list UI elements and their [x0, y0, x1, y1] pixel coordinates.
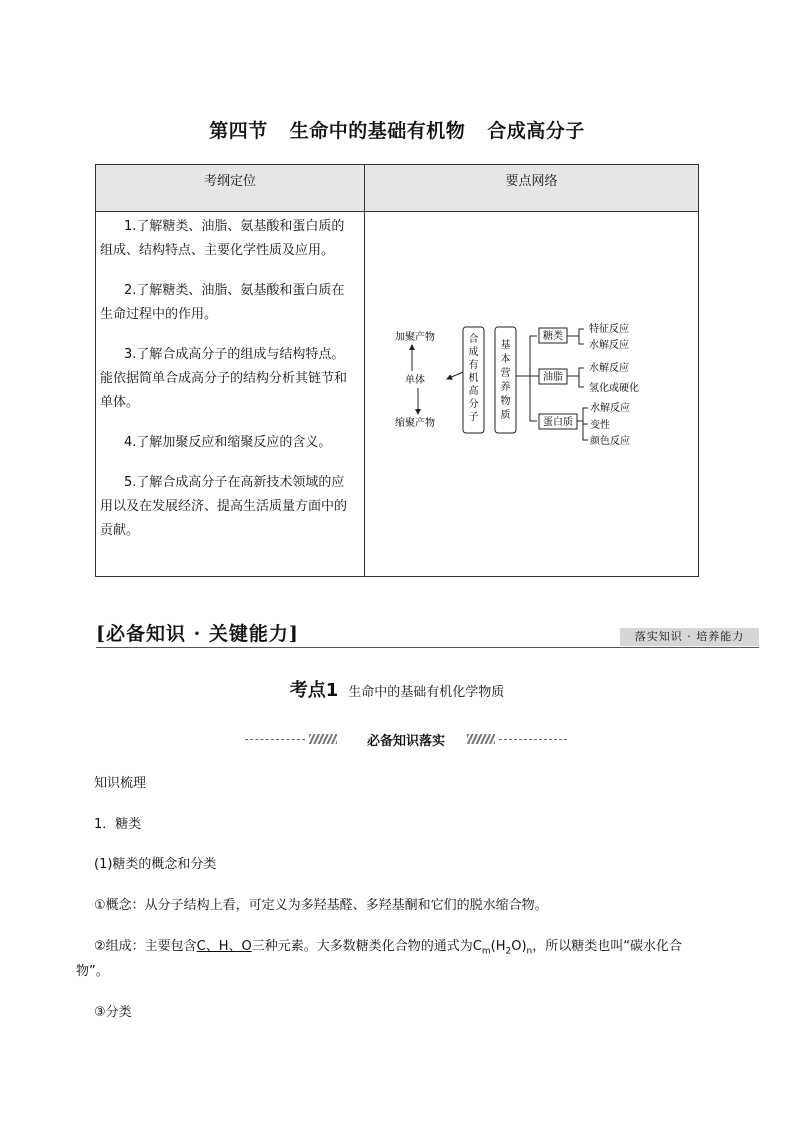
- knowledge-banner: [245, 728, 567, 750]
- svg-text:有: 有: [468, 360, 479, 371]
- fat-reaction-2: 氢化或硬化: [589, 383, 639, 394]
- title-sub: 合成高分子: [487, 120, 585, 142]
- node-protein: 蛋白质: [543, 417, 573, 428]
- exam-point-number: 考点1: [289, 680, 339, 701]
- svg-text:基: 基: [500, 340, 511, 351]
- exam-point-heading: [0, 676, 794, 702]
- protein-reaction-2: 变性: [590, 420, 610, 431]
- sugars-concept-text: ①概念：从分子结构上看，可定义为多羟基醛、多羟基酮和它们的脱水缩合物。: [94, 898, 548, 913]
- banner-label: 必备知识落实: [366, 734, 445, 749]
- sugars-composition-continued: 物”。: [76, 964, 109, 979]
- title-main: 生命中的基础有机物: [289, 120, 466, 142]
- sugar-reaction-1: 特征反应: [589, 324, 629, 335]
- banner-stripes-right: [467, 734, 495, 744]
- requirement-item: 3.了解合成高分子的组成与结构特点。能依据简单合成高分子的结构分析其链节和单体。: [100, 347, 348, 410]
- requirement-item: 1.了解糖类、油脂、氨基酸和蛋白质的组成、结构特点、主要化学性质及应用。: [100, 219, 345, 258]
- svg-text:机: 机: [468, 373, 479, 384]
- protein-reaction-3: 颜色反应: [590, 436, 630, 447]
- page-title: [0, 116, 794, 143]
- requirement-item: 5.了解合成高分子在高新技术领域的应用以及在发展经济、提高生活质量方面中的贡献。: [100, 475, 348, 538]
- header-network: 要点网络: [365, 165, 699, 212]
- svg-text:本: 本: [500, 354, 511, 365]
- node-monomer: 单体: [405, 375, 425, 386]
- subsection-sugars: 1．糖类: [94, 817, 142, 832]
- requirements-cell: [96, 212, 365, 577]
- svg-text:子: 子: [468, 412, 479, 423]
- svg-text:养: 养: [500, 382, 511, 393]
- sugars-concept-heading: (1)糖类的概念和分类: [94, 857, 217, 872]
- sugars-composition-text: ②组成：主要包含C、H、O三种元素。大多数糖类化合物的通式为$C_m(H_2O)_n$，所以糖类也叫“碳水化合: [94, 939, 682, 957]
- svg-text:高: 高: [468, 386, 479, 397]
- arrow-to-monomer: [447, 372, 463, 379]
- section-divider: [96, 647, 759, 648]
- svg-text:物: 物: [500, 396, 511, 407]
- elements-answer: C、H、O: [196, 939, 252, 954]
- knowledge-network-diagram: [365, 212, 699, 576]
- section-tag: 落实知识 · 培养能力: [620, 628, 759, 646]
- node-fat: 油脂: [543, 372, 563, 383]
- svg-text:成: 成: [468, 347, 479, 358]
- requirement-item: 2.了解糖类、油脂、氨基酸和蛋白质在生命过程中的作用。: [100, 283, 345, 322]
- sugar-reaction-2: 水解反应: [589, 340, 629, 351]
- fat-reaction-1: 水解反应: [589, 363, 629, 374]
- network-cell: [365, 212, 699, 577]
- node-condensation-product: 缩聚产物: [395, 418, 435, 429]
- svg-text:营: 营: [500, 368, 511, 379]
- section-heading: [必备知识 · 关键能力]: [96, 623, 299, 645]
- exam-point-text: 生命中的基础有机化学物质: [348, 685, 505, 700]
- svg-text:合: 合: [468, 334, 479, 345]
- node-addition-product: 加聚产物: [395, 332, 435, 343]
- banner-dash-right: [499, 739, 567, 740]
- svg-text:分: 分: [468, 399, 479, 410]
- requirement-item: 4.了解加聚反应和缩聚反应的含义。: [124, 435, 332, 450]
- outline-table: [95, 164, 699, 577]
- svg-text:质: 质: [500, 410, 511, 421]
- header-syllabus: 考纲定位: [96, 165, 365, 212]
- category-bracket: [530, 336, 537, 421]
- node-sugar: 糖类: [543, 331, 563, 342]
- sugars-classification-heading: ③分类: [94, 1005, 132, 1020]
- title-section-number: 第四节: [209, 120, 268, 142]
- protein-reaction-1: 水解反应: [590, 403, 630, 414]
- knowledge-summary-label: 知识梳理: [94, 776, 147, 791]
- general-formula: $C_m(H_2O)_n$: [472, 939, 533, 957]
